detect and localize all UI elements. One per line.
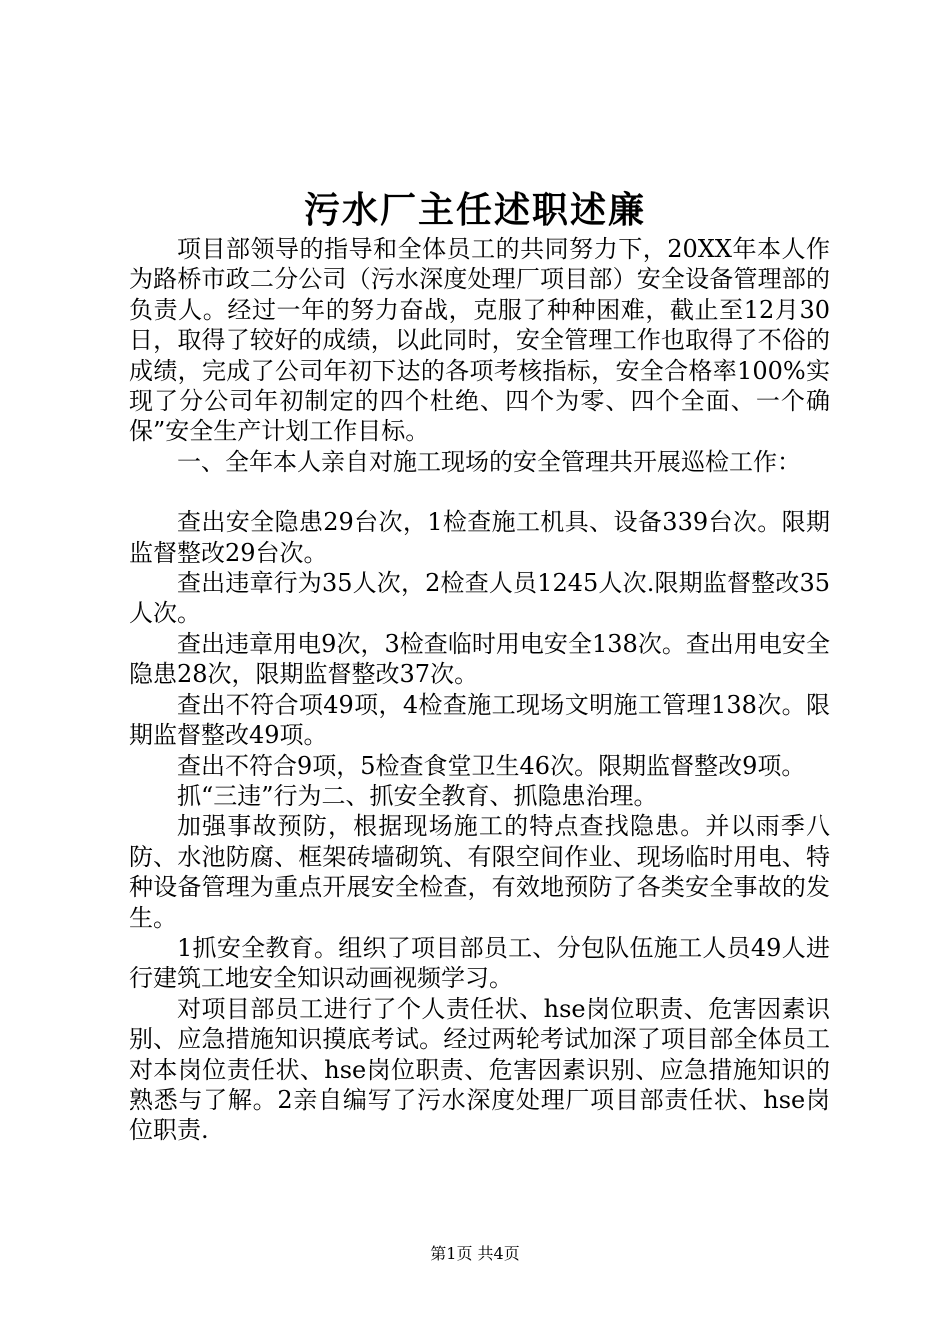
paragraph-hazards: 查出安全隐患29台次，1检查施工机具、设备339台次。限期监督整改29台次。 bbox=[129, 508, 830, 567]
paragraph-safety-education: 1抓安全教育。组织了项目部员工、分包队伍施工人员49人进行建筑工地安全知识动画视频学习。 bbox=[129, 933, 830, 993]
paragraph-intro: 项目部领导的指导和全体员工的共同努力下，20XX年本人作为路桥市政二分公司（污水深度处理厂项目部）安全设备管理部的负责人。经过一年的努力奋战，克服了种种困难，截止至12月30日，取得了较好的成绩，以此同时，安全管理工作也取得了不俗的成绩，完成了公司年初下达的各项考核指标，安全合格率100%实现了分公司年初制定的四个杜绝、四个为零、四个全面、一个确保”安全生产计划工作目标。 bbox=[129, 235, 830, 446]
paragraph-electricity: 查出违章用电9次，3检查临时用电安全138次。查出用电安全隐患28次，限期监督整改37次。 bbox=[129, 629, 830, 689]
paragraph-exams: 对项目部员工进行了个人责任状、hse岗位职责、危害因素识别、应急措施知识摸底考试。经过两轮考试加深了项目部全体员工对本岗位责任状、hse岗位职责、危害因素识别、应急措施知识的熟悉与了解。2亲自编写了污水深度处理厂项目部责任状、hse岗位职责. bbox=[129, 994, 830, 1145]
page-number-footer: 第1页 共4页 bbox=[430, 1244, 520, 1263]
document-body bbox=[129, 234, 830, 1146]
paragraph-canteen: 查出不符合9项，5检查食堂卫生46次。限期监督整改9项。 bbox=[177, 751, 806, 780]
paragraph-accident-prevention: 加强事故预防，根据现场施工的特点查找隐患。并以雨季八防、水池防腐、框架砖墙砌筑、有限空间作业、现场临时用电、特种设备管理为重点开展安全检查，有效地预防了各类安全事故的发生。 bbox=[129, 812, 830, 932]
document-title: 污水厂主任述职述廉 bbox=[303, 189, 646, 231]
paragraph-site-management: 查出不符合项49项，4检查施工现场文明施工管理138次。限期监督整改49项。 bbox=[129, 690, 830, 750]
paragraph-section-one-heading: 一、全年本人亲自对施工现场的安全管理共开展巡检工作： bbox=[177, 447, 801, 476]
paragraph-violations: 查出违章行为35人次，2检查人员1245人次.限期监督整改35人次。 bbox=[129, 569, 830, 628]
paragraph-section-two-heading: 抓“三违”行为二、抓安全教育、抓隐患治理。 bbox=[177, 781, 658, 810]
